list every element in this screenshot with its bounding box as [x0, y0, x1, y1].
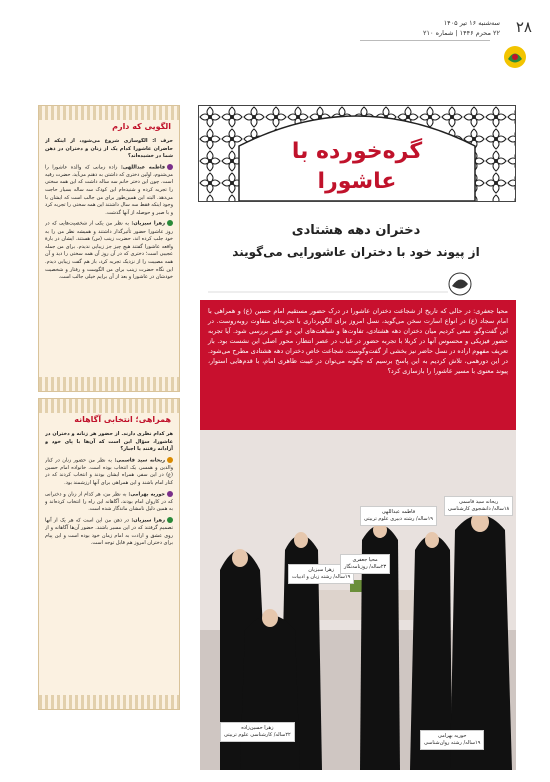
photo-caption: محیا جعفری ۲۳ساله/ روزنامه‌نگار — [340, 554, 390, 574]
sidebar-body — [45, 431, 173, 693]
ornament-border — [39, 377, 179, 391]
photo-caption: زهرا سبزیان ۱۹ساله/ رشته زبان و ادبیات — [288, 564, 354, 584]
bird-ornament-icon — [198, 270, 514, 300]
sidebar-box-companionship — [38, 398, 180, 710]
intro-text: محیا جعفری: در حالی که تاریخ از شجاعت دختران عاشورا در درک حضور مستقیم امام حسین (ع) و همراهی با امام سجاد (ع) در انواع اسارت سخن می‌گوید، نسل امروز برای الگوبرداری با تجربه‌ای متفاوت روبه‌روست. در این گفت‌وگو، سعی کردیم میان دختران دهه‌ هشتادی، تفاوت‌ها و شباهت‌های این دو عصر بررسی شود. آیا تجربه حضور فیزیکی و محسوس آنها در کربلا با تجربه حضور در غیاب در عصر انتظار، محور اصلی این نشست بود. باز تعریف مفهوم اراده در نسل حاضر نیز بخشی از گفت‌وگوست. شجاعت خاص دختران دهه‌ هشتادی مطرح می‌شود. در این دورهمی، تلاش کردیم به این پاسخ برسیم که چگونه می‌توان در غیبت ظاهری امام، با قدم‌هایی استوار، پیوند معنوی با مسیر عاشورا را بازسازی کرد؟ — [208, 307, 508, 375]
answer-paragraph — [45, 220, 173, 281]
speaker-name: فاطمه عبداللهی: — [120, 164, 165, 171]
speaker-dot-icon — [167, 457, 173, 463]
speaker-dot-icon — [167, 220, 173, 226]
photo-caption: حوریه بهرامی ۱۹ساله/ رشته روان‌شناسی — [420, 730, 484, 750]
answer-paragraph — [45, 517, 173, 548]
issue-number: ۲۲ محرم ۱۴۴۶ | شماره ۲۱۰ — [423, 29, 500, 37]
title-banner — [198, 105, 516, 202]
question-text: هر کدام نظری دارند. از حضور هر زنانه و دختران در عاشورا، سؤال این است که آن‌ها با پای خود و آزادانه رفتند یا اجبار؟ — [45, 431, 173, 453]
answer-text: در ذهن من این است که هر یک از آنها تصمیم گرفتند که در این مسیر باشند. حضور آن‌ها آگاهانه و از روی عشق و ارادت به امام زمان خود بوده است و این پیام برای دختران امروز هم قابل توجه است. — [45, 517, 173, 547]
speaker-name: حوریه بهرامی: — [128, 491, 165, 498]
ornament-border — [39, 106, 179, 120]
issue-info — [423, 18, 500, 38]
answer-paragraph — [45, 491, 173, 514]
photo-caption: زهرا حسین‌زاده ۲۲ساله/ کارشناسی علوم تربیتی — [220, 722, 295, 742]
answer-paragraph — [45, 164, 173, 218]
sidebar-title: همراهی؛ انتخابی آگاهانه — [74, 415, 171, 424]
article-title: گره‌خورده با عاشورا — [259, 137, 455, 167]
answer-paragraph — [45, 457, 173, 488]
sidebar-body — [45, 138, 173, 375]
photo-caption: ریحانه سید قاسمی ۱۸ساله/ دانشجوی کارشناسی — [444, 496, 513, 516]
answer-text: زاده زمانی که والده عاشورا را می‌شنوم، اولین دختری که داشتن به ذهنم می‌آید، حضرت رقیه است. چون این دختر خانم سه ساله داشت که این همه سختی را تجربه کرده و شنیده‌ام این کودک سه ساله بسیار حاجت می‌دهد. البته این همین‌طور برای من جالب است که ایشان با وجود اینکه فقط سه سال داشتند این همه سختی را تجربه کرد و با صبر و حوصله از آنها گذشت. — [45, 164, 173, 216]
article-subtitle: دختران دهه‌ هشتادی — [291, 223, 421, 238]
speaker-dot-icon — [167, 491, 173, 497]
group-photo — [200, 430, 516, 770]
question-text: حرف ا: الگوسازی شروع می‌شود، از اینکه از حاضران عاشورا کدام یک از زنان و دختران در ذهن شما در خشیده‌اند؟ — [45, 138, 173, 160]
answer-text: به نظر من حضور زنان در کنار والدین و همسر، یک انتخاب بوده است. خانواده امام حسین (ع) در این سفر، همراه ایشان بودند و انتخاب کردند که در کنار امام باشند و این همراهی برای آنها ارزشمند بود. — [45, 457, 173, 487]
photo-caption: فاطمه عبداللهی ۱۹ساله/ رشته دبیری علوم تربیتی — [360, 506, 437, 526]
photo-illustration — [200, 430, 516, 770]
speaker-name: زهرا سبزیان: — [131, 220, 165, 227]
sidebar-title: الگویی که دارم — [112, 122, 171, 131]
speaker-name: ریحانه سید قاسمی: — [114, 457, 165, 464]
ornament-border — [39, 695, 179, 709]
article-kicker: از پیوند خود با دختران عاشورایی می‌گویند — [232, 245, 480, 259]
header-divider — [360, 40, 490, 41]
intro-box — [200, 300, 516, 430]
ornament-border — [39, 399, 179, 413]
speaker-dot-icon — [167, 517, 173, 523]
magazine-logo-icon — [502, 44, 528, 70]
sidebar-box-role-model — [38, 105, 180, 392]
answer-text: به نظر من، هر کدام از زنان و دخترانی که در کاروان امام بودند، آگاهانه این راه را انتخاب کرده‌اند و به همین دلیل نامشان ماندگار شده است. — [45, 491, 173, 513]
answer-text: به نظر من یکی از شخصیت‌هایی که در روز عاشورا حضور تأثیرگذار داشتند و همیشه نظر من را به خود جلب کرده اند، حضرت زینب (س) هستند. ایشان در بارهٔ واقعه عاشورا گفتند هیچ چیز جز زیبایی ندیدم. برای من جمله عجیبی است؛ دختری که در آن روز آن همه سختی را دید و آن همه مصیبت را از نزدیک تجربه کرد، باز هم گفت زیبایی دیدم. این نگاه حضرت زینب برای من الگوست و رفتار و شخصیت خودشان در عاشورا و بعد از آن برایم خیلی جالب است. — [45, 220, 173, 281]
issue-date: سه‌شنبه ۱۶ تیر ۱۴۰۵ — [443, 19, 500, 27]
page-number: ۲۸ — [515, 18, 532, 36]
speaker-dot-icon — [167, 164, 173, 170]
page-header — [360, 12, 540, 72]
speaker-name: زهرا سبزیان: — [131, 517, 165, 524]
